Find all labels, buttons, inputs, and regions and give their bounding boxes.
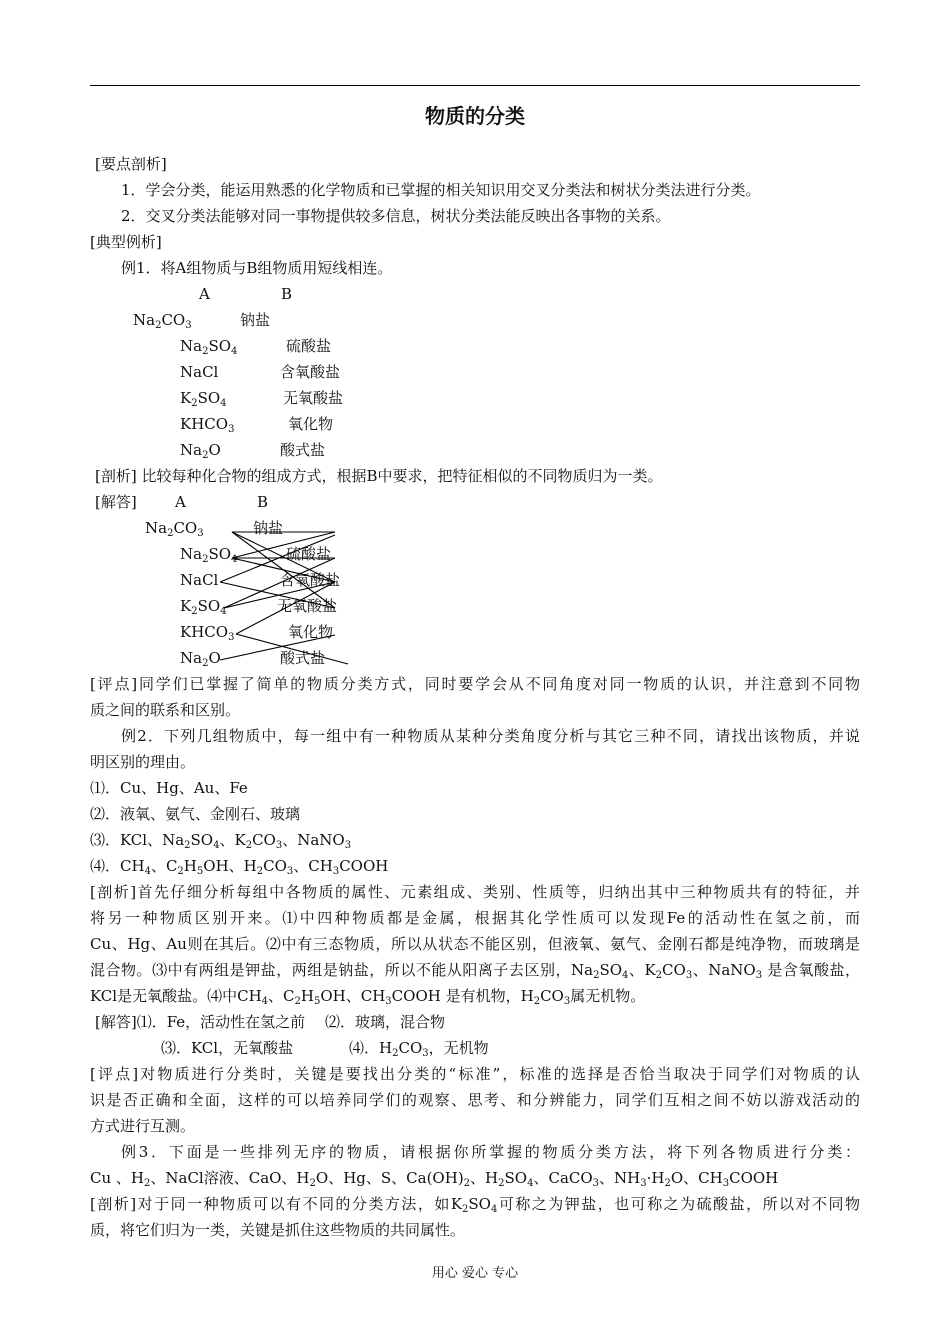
answer-column-a: A	[175, 493, 186, 511]
question-4: ⑷．$CH_4$、$C_2H_5OH$、$H_2CO_3$、$CH_3COOH$	[90, 857, 389, 877]
answer-nacl: NaCl	[180, 571, 219, 589]
question-1: ⑴．Cu、Hg、Au、Fe	[90, 779, 248, 797]
comment-1-line-1: [评点]同学们已掌握了简单的物质分类方式，同时要学会从不同角度对同一物质的认识，并注意到不同物	[90, 675, 860, 693]
page-footer: 用心 爱心 专心	[431, 1266, 519, 1281]
ex3-f: 、CaCO	[533, 1169, 593, 1187]
formula-na2co3: $Na_2CO_3$	[133, 311, 192, 331]
answer-2-part-4: ⑷．$H_2CO_3$，无机物	[349, 1039, 489, 1059]
answer-category-b2: 硫酸盐	[286, 545, 332, 563]
category-b4: 无氧酸盐	[283, 389, 344, 407]
answer-na2so4: $Na_2SO_4$	[180, 545, 238, 565]
analysis-3-post: 可称之为钾盐，也可称之为硫酸盐，所以对不同物	[497, 1195, 860, 1213]
example-2-line-1: 例2．下列几组物质中，每一组中有一种物质从某种分类角度分析与其它三种不同，请找出该物质，并说	[121, 727, 860, 745]
page-title: 物质的分类	[425, 104, 525, 128]
analysis-3-line-1: [剖析]对于同一种物质可以有不同的分类方法，如$K_2SO_4$可称之为钾盐，也可称之为硫酸盐，所以对不同物	[90, 1195, 860, 1215]
analysis-2-line-4-tail: 是含氧酸盐，	[767, 961, 860, 979]
section-heading-dianxing: [典型例析]	[90, 233, 162, 251]
ex3-d: 、H	[470, 1169, 499, 1187]
category-b6: 酸式盐	[280, 441, 326, 459]
answer-column-b: B	[257, 493, 269, 511]
formula-k2so4: $K_2SO_4$	[180, 389, 227, 409]
ex3-b: 、NaCl溶液、CaO、H	[150, 1169, 310, 1187]
category-b3: 含氧酸盐	[280, 363, 341, 381]
category-b1: 钠盐	[240, 311, 271, 329]
answer-category-b3: 含氧酸盐	[280, 571, 341, 589]
question-2: ⑵．液氧、氨气、金刚石、玻璃	[90, 805, 301, 823]
analysis-2-line-3: Cu、Hg、Au则在其后。⑵中有三态物质，所以从状态不能区别，但液氧、氨气、金刚石都是纯净物，而玻璃是	[90, 935, 860, 953]
link-line	[224, 558, 335, 608]
link-line	[236, 634, 348, 664]
category-b5: 氧化物	[288, 415, 334, 433]
ex3-e: SO	[504, 1169, 528, 1187]
example-2-line-2: 明区别的理由。	[90, 753, 196, 771]
answer-na2o: $Na_2O$	[180, 649, 221, 669]
link-line	[236, 582, 338, 634]
comment-2-line-1: [评点]对物质进行分类时，关键是要找出分类的“标准”，标准的选择是否恰当取决于同学们对物质的认	[90, 1065, 860, 1083]
comment-1-line-2: 质之间的联系和区别。	[90, 701, 241, 719]
analysis-2-line-1: [剖析]首先仔细分析每组中各物质的属性、元素组成、类别、性质等，归纳出其中三种物质共有的特征，并	[90, 883, 860, 901]
column-b-header: B	[281, 285, 293, 303]
formula-na2o: $Na_2O$	[180, 441, 221, 461]
answer-category-b5: 氧化物	[288, 623, 334, 641]
answer-category-b1: 钠盐	[253, 519, 284, 537]
analysis-2-line-5: KCl是无氧酸盐。⑷中$CH_4$、$C_2H_5OH$、$CH_3COOH$ 是有机物，$H_2CO_3$属无机物。	[90, 987, 646, 1007]
answer-2-line-1: [解答]⑴．Fe，活动性在氢之前 ⑵．玻璃，混合物	[95, 1013, 445, 1031]
answer-1-label: [解答]	[95, 493, 137, 511]
point-2: 2．交叉分类法能够对同一事物提供较多信息，树状分类法能反映出各事物的关系。	[121, 207, 671, 225]
example-3-substance-list: Cu 、$H_2$、NaCl溶液、CaO、$H_2O$、Hg、S、$Ca(OH)_2$、$H_2SO_4$、CaCO$_3$、$NH_3\cdot H_2O$、$CH_3COOH$	[90, 1169, 779, 1189]
answer-category-b4: 无氧酸盐	[277, 597, 338, 615]
answer-khco3: $KHCO_3$	[180, 623, 235, 643]
question-3: ⑶．KCl、$Na_2SO_4$、$K_2CO_3$、NaNO$_3$	[90, 831, 352, 851]
analysis-2-line-4: 混合物。⑶中有两组是钾盐，两组是钠盐，所以不能从阳离子去区别，$Na_2SO_4$、$K_2CO_3$、NaNO$_3$ 是含氧酸盐，	[90, 961, 860, 981]
answer-2-part-4-tail: ，无机物	[428, 1039, 489, 1057]
column-a-header: A	[199, 285, 210, 303]
analysis-2-line-4-text: 混合物。⑶中有两组是钾盐，两组是钠盐，所以不能从阳离子去区别，	[90, 961, 571, 979]
ex3-j: COOH	[729, 1169, 779, 1187]
analysis-2-line-5-tail: 是有机物，	[445, 987, 521, 1005]
category-b2: 硫酸盐	[286, 337, 332, 355]
link-line	[232, 532, 335, 558]
example-1-prompt: 例1．将A组物质与B组物质用短线相连。	[121, 259, 393, 277]
formula-na2so4: $Na_2SO_4$	[180, 337, 238, 357]
answer-k2so4: $K_2SO_4$	[180, 597, 227, 617]
ex3-a: Cu 、H	[90, 1169, 144, 1187]
analysis-3-pre: [剖析]对于同一种物质可以有不同的分类方法，如K	[90, 1195, 463, 1213]
comment-2-line-2: 识是否正确和全面，这样的可以培养同学们的观察、思考、和分辨能力，同学们互相之间不妨以游戏活动的	[90, 1091, 860, 1109]
point-1: 1．学会分类，能运用熟悉的化学物质和已掌握的相关知识用交叉分类法和树状分类法进行分类。	[121, 181, 761, 199]
answer-na2co3: $Na_2CO_3$	[145, 519, 204, 539]
ex3-g: 、NH	[599, 1169, 641, 1187]
formula-nacl: NaCl	[180, 363, 219, 381]
ex3-c: O、Hg、S、Ca(OH)	[315, 1169, 464, 1187]
comment-2-line-3: 方式进行互测。	[90, 1117, 196, 1135]
ex3-h: ·H	[646, 1169, 665, 1187]
analysis-2-line-5-end: 属无机物。	[570, 987, 646, 1005]
ex3-i: O、CH	[670, 1169, 723, 1187]
link-line	[232, 558, 335, 582]
analysis-2-line-2: 将另一种物质区别开来。⑴中四种物质都是金属，根据其化学性质可以发现Fe的活动性在氢之前，而	[90, 909, 860, 927]
analysis-2-line-5-text: KCl是无氧酸盐。⑷中	[90, 987, 238, 1005]
answer-2-part-4-text: ⑷．	[349, 1039, 380, 1057]
answer-2-part-3: ⑶．KCl，无氧酸盐	[161, 1039, 294, 1057]
section-heading-yaodian: [要点剖析]	[95, 155, 167, 173]
analysis-1: [剖析] 比较每种化合物的组成方式，根据B中要求，把特征相似的不同物质归为一类。	[95, 467, 663, 485]
analysis-3-line-2: 质，将它们归为一类，关键是抓住这些物质的共同属性。	[90, 1221, 466, 1239]
answer-category-b6: 酸式盐	[280, 649, 326, 667]
example-3-prompt: 例3．下面是一些排列无序的物质，请根据你所掌握的物质分类方法，将下列各物质进行分类：	[121, 1143, 860, 1161]
link-line	[232, 532, 335, 582]
formula-khco3: $KHCO_3$	[180, 415, 235, 435]
